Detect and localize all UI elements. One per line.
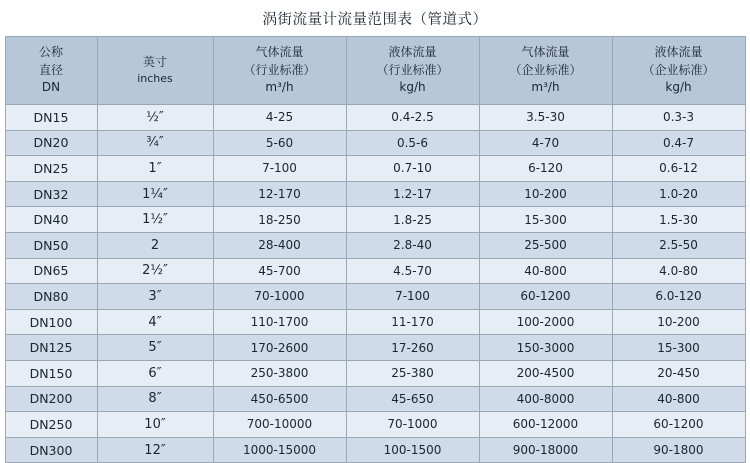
- cell-liquid-flow-industry: 17-260: [346, 335, 479, 361]
- cell-liquid-flow-industry: 1.8-25: [346, 207, 479, 233]
- cell-liquid-flow-industry: 0.7-10: [346, 156, 479, 182]
- cell-inches: 2½″: [97, 258, 213, 284]
- cell-gas-flow-enterprise: 25-500: [479, 232, 612, 258]
- cell-inches: 2: [97, 232, 213, 258]
- table-row: [5, 130, 745, 156]
- cell-inches: 1″: [97, 156, 213, 182]
- cell-nominal-diameter: DN32: [5, 181, 97, 207]
- cell-gas-flow-enterprise: 10-200: [479, 181, 612, 207]
- column-header-liquid-flow-industry: [346, 37, 479, 105]
- cell-liquid-flow-industry: 4.5-70: [346, 258, 479, 284]
- cell-gas-flow-industry: 250-3800: [213, 360, 346, 386]
- cell-liquid-flow-enterprise: 60-1200: [612, 412, 745, 438]
- header-line-1: 液体流量: [388, 45, 437, 60]
- header-line-3: m³/h: [531, 80, 560, 95]
- cell-inches: 10″: [97, 412, 213, 438]
- cell-nominal-diameter: DN125: [5, 335, 97, 361]
- cell-liquid-flow-industry: 25-380: [346, 360, 479, 386]
- cell-inches: ½″: [97, 105, 213, 131]
- cell-inches: ¾″: [97, 130, 213, 156]
- cell-liquid-flow-enterprise: 2.5-50: [612, 232, 745, 258]
- header-line-1: 英寸: [142, 54, 167, 69]
- header-line-1: 液体流量: [654, 45, 703, 60]
- table-row: [5, 207, 745, 233]
- table-body: [5, 105, 745, 463]
- cell-liquid-flow-enterprise: 0.4-7: [612, 130, 745, 156]
- cell-liquid-flow-industry: 11-170: [346, 309, 479, 335]
- cell-inches: 4″: [97, 309, 213, 335]
- cell-nominal-diameter: DN15: [5, 105, 97, 131]
- cell-liquid-flow-enterprise: 0.6-12: [612, 156, 745, 182]
- cell-liquid-flow-enterprise: 1.0-20: [612, 181, 745, 207]
- column-header-gas-flow-industry: [213, 37, 346, 105]
- cell-gas-flow-industry: 1000-15000: [213, 437, 346, 463]
- cell-liquid-flow-enterprise: 40-800: [612, 386, 745, 412]
- table-header-row: [5, 37, 745, 105]
- cell-liquid-flow-enterprise: 10-200: [612, 309, 745, 335]
- cell-liquid-flow-industry: 70-1000: [346, 412, 479, 438]
- cell-nominal-diameter: DN200: [5, 386, 97, 412]
- cell-gas-flow-enterprise: 6-120: [479, 156, 612, 182]
- cell-liquid-flow-industry: 7-100: [346, 284, 479, 310]
- cell-nominal-diameter: DN50: [5, 232, 97, 258]
- header-line-3: kg/h: [665, 80, 692, 95]
- cell-liquid-flow-enterprise: 90-1800: [612, 437, 745, 463]
- cell-gas-flow-enterprise: 400-8000: [479, 386, 612, 412]
- cell-nominal-diameter: DN25: [5, 156, 97, 182]
- cell-nominal-diameter: DN250: [5, 412, 97, 438]
- table-row: [5, 284, 745, 310]
- page-title: 涡街流量计流量范围表（管道式）: [262, 12, 488, 28]
- cell-gas-flow-enterprise: 15-300: [479, 207, 612, 233]
- table-row: [5, 105, 745, 131]
- cell-nominal-diameter: DN300: [5, 437, 97, 463]
- column-header-liquid-flow-enterprise: [612, 37, 745, 105]
- table-row: [5, 386, 745, 412]
- cell-gas-flow-industry: 170-2600: [213, 335, 346, 361]
- cell-gas-flow-enterprise: 900-18000: [479, 437, 612, 463]
- cell-gas-flow-enterprise: 150-3000: [479, 335, 612, 361]
- cell-liquid-flow-industry: 0.4-2.5: [346, 105, 479, 131]
- cell-nominal-diameter: DN20: [5, 130, 97, 156]
- cell-liquid-flow-industry: 1.2-17: [346, 181, 479, 207]
- table-row: [5, 181, 745, 207]
- cell-liquid-flow-enterprise: 15-300: [612, 335, 745, 361]
- cell-nominal-diameter: DN65: [5, 258, 97, 284]
- cell-liquid-flow-industry: 100-1500: [346, 437, 479, 463]
- cell-gas-flow-industry: 18-250: [213, 207, 346, 233]
- cell-inches: 1¼″: [97, 181, 213, 207]
- cell-gas-flow-industry: 7-100: [213, 156, 346, 182]
- table-header: [5, 37, 745, 105]
- cell-gas-flow-enterprise: 3.5-30: [479, 105, 612, 131]
- table-row: [5, 309, 745, 335]
- cell-gas-flow-industry: 28-400: [213, 232, 346, 258]
- cell-gas-flow-enterprise: 4-70: [479, 130, 612, 156]
- cell-nominal-diameter: DN40: [5, 207, 97, 233]
- cell-gas-flow-enterprise: 600-12000: [479, 412, 612, 438]
- cell-liquid-flow-enterprise: 0.3-3: [612, 105, 745, 131]
- column-header-gas-flow-enterprise: [479, 37, 612, 105]
- cell-gas-flow-industry: 4-25: [213, 105, 346, 131]
- cell-liquid-flow-industry: 0.5-6: [346, 130, 479, 156]
- column-header-nominal-diameter: [5, 37, 97, 105]
- cell-liquid-flow-industry: 2.8-40: [346, 232, 479, 258]
- table-row: [5, 232, 745, 258]
- cell-liquid-flow-enterprise: 6.0-120: [612, 284, 745, 310]
- cell-inches: 5″: [97, 335, 213, 361]
- cell-nominal-diameter: DN150: [5, 360, 97, 386]
- cell-liquid-flow-industry: 45-650: [346, 386, 479, 412]
- cell-gas-flow-industry: 70-1000: [213, 284, 346, 310]
- header-line-2: （企业标准）: [642, 62, 715, 77]
- cell-inches: 6″: [97, 360, 213, 386]
- header-line-1: 气体流量: [255, 45, 304, 60]
- header-line-3: kg/h: [399, 80, 426, 95]
- header-line-2: （行业标准）: [376, 62, 449, 77]
- header-line-3: DN: [41, 80, 61, 95]
- flow-range-table: [5, 36, 746, 463]
- header-line-1: 公称: [38, 45, 63, 60]
- header-line-2: （行业标准）: [243, 62, 316, 77]
- table-row: [5, 258, 745, 284]
- header-line-1: 气体流量: [521, 45, 570, 60]
- cell-inches: 12″: [97, 437, 213, 463]
- cell-inches: 3″: [97, 284, 213, 310]
- cell-inches: 8″: [97, 386, 213, 412]
- cell-gas-flow-enterprise: 100-2000: [479, 309, 612, 335]
- cell-gas-flow-enterprise: 40-800: [479, 258, 612, 284]
- header-line-2: （企业标准）: [509, 62, 582, 77]
- cell-nominal-diameter: DN100: [5, 309, 97, 335]
- cell-gas-flow-enterprise: 200-4500: [479, 360, 612, 386]
- cell-gas-flow-industry: 450-6500: [213, 386, 346, 412]
- cell-gas-flow-industry: 12-170: [213, 181, 346, 207]
- column-header-inches: [97, 37, 213, 105]
- table-row: [5, 412, 745, 438]
- cell-nominal-diameter: DN80: [5, 284, 97, 310]
- cell-liquid-flow-enterprise: 4.0-80: [612, 258, 745, 284]
- cell-gas-flow-industry: 110-1700: [213, 309, 346, 335]
- cell-liquid-flow-enterprise: 1.5-30: [612, 207, 745, 233]
- table-row: [5, 335, 745, 361]
- header-line-2: 直径: [38, 62, 63, 77]
- cell-gas-flow-industry: 5-60: [213, 130, 346, 156]
- cell-gas-flow-enterprise: 60-1200: [479, 284, 612, 310]
- table-row: [5, 360, 745, 386]
- header-line-3: m³/h: [265, 80, 294, 95]
- table-row: [5, 156, 745, 182]
- cell-gas-flow-industry: 700-10000: [213, 412, 346, 438]
- header-line-2: inches: [137, 72, 173, 86]
- cell-inches: 1½″: [97, 207, 213, 233]
- cell-gas-flow-industry: 45-700: [213, 258, 346, 284]
- cell-liquid-flow-enterprise: 20-450: [612, 360, 745, 386]
- table-row: [5, 437, 745, 463]
